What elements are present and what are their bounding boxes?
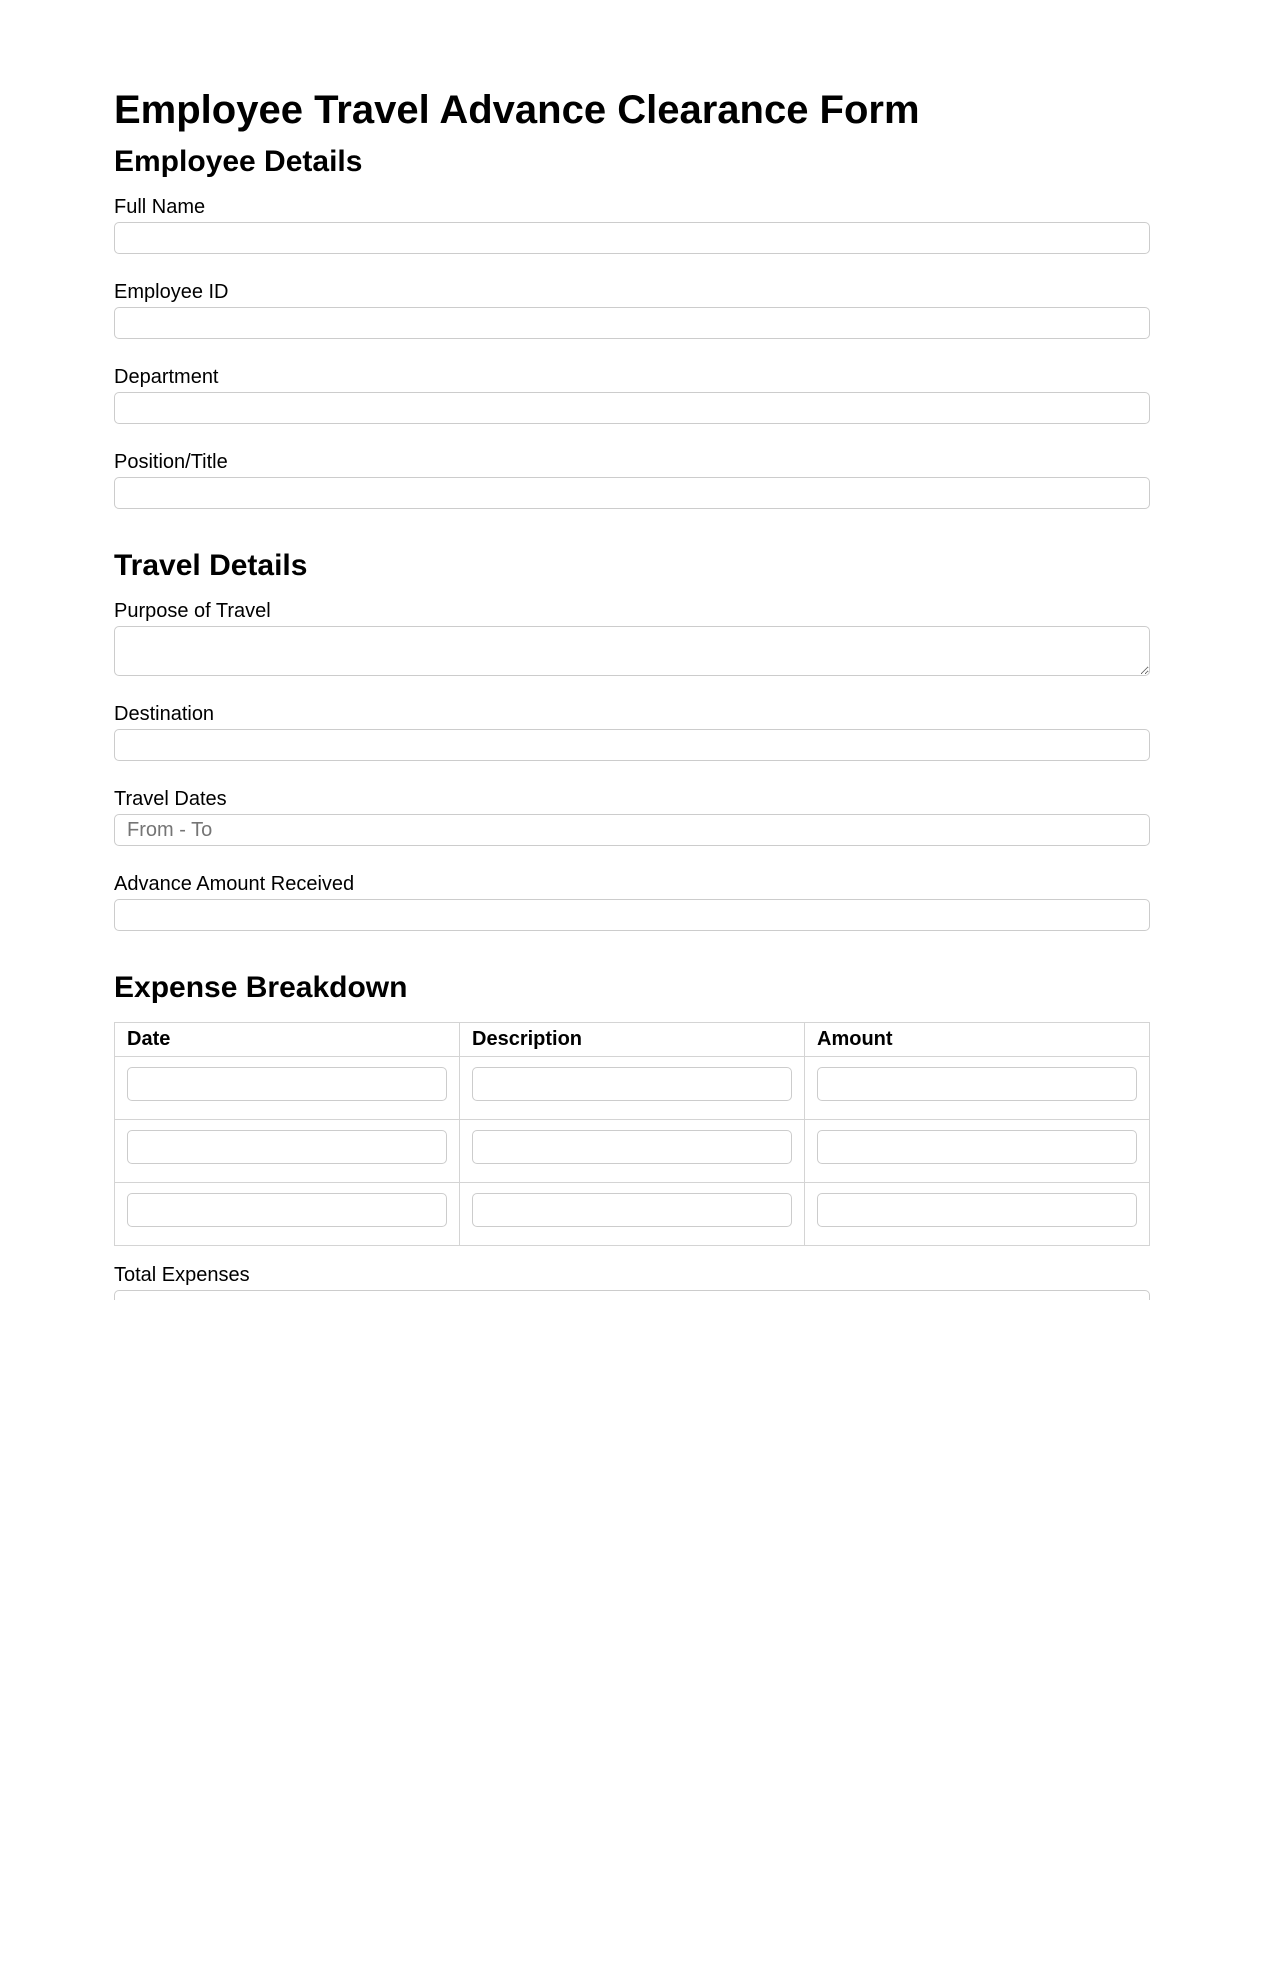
travel-details-heading: Travel Details — [114, 549, 308, 582]
expense-cell-date — [115, 1120, 460, 1183]
expense-row — [115, 1120, 1150, 1183]
employee-id-field — [114, 281, 1150, 339]
department-input[interactable] — [114, 392, 1150, 424]
expense-amount-input-3[interactable] — [817, 1193, 1137, 1227]
expense-table-header-row — [115, 1023, 1150, 1057]
expense-date-input-2[interactable] — [127, 1130, 447, 1164]
expense-amount-input-2[interactable] — [817, 1130, 1137, 1164]
employee-details-heading: Employee Details — [114, 145, 363, 178]
department-label: Department — [114, 366, 219, 388]
travel-dates-label: Travel Dates — [114, 788, 227, 810]
expense-date-input-1[interactable] — [127, 1067, 447, 1101]
expense-table — [114, 1022, 1150, 1246]
department-field — [114, 366, 1150, 424]
section-expense-breakdown — [114, 970, 1150, 1300]
expense-column-header-description: Description — [460, 1023, 805, 1057]
expense-date-input-3[interactable] — [127, 1193, 447, 1227]
position-title-label: Position/Title — [114, 451, 228, 473]
expense-row — [115, 1183, 1150, 1246]
form-page — [114, 0, 1150, 1300]
purpose-of-travel-textarea[interactable] — [114, 626, 1150, 676]
purpose-of-travel-label: Purpose of Travel — [114, 600, 271, 622]
position-title-input[interactable] — [114, 477, 1150, 509]
expense-amount-input-1[interactable] — [817, 1067, 1137, 1101]
travel-dates-field — [114, 788, 1150, 846]
purpose-of-travel-field — [114, 600, 1150, 676]
expense-cell-date — [115, 1057, 460, 1120]
employee-id-input[interactable] — [114, 307, 1150, 339]
expense-cell-amount — [805, 1057, 1150, 1120]
expense-column-header-amount: Amount — [805, 1023, 1150, 1057]
travel-dates-input[interactable] — [114, 814, 1150, 846]
advance-amount-field — [114, 873, 1150, 931]
expense-description-input-3[interactable] — [472, 1193, 792, 1227]
expense-column-header-date: Date — [115, 1023, 460, 1057]
destination-field — [114, 703, 1150, 761]
advance-amount-label: Advance Amount Received — [114, 873, 355, 895]
page-title: Employee Travel Advance Clearance Form — [114, 88, 920, 132]
expense-row — [115, 1057, 1150, 1120]
expense-cell-amount — [805, 1183, 1150, 1246]
total-expenses-input[interactable] — [114, 1290, 1150, 1300]
expense-cell-description — [460, 1183, 805, 1246]
total-expenses-label: Total Expenses — [114, 1264, 250, 1286]
expense-cell-description — [460, 1120, 805, 1183]
position-title-field — [114, 451, 1150, 509]
full-name-field — [114, 196, 1150, 254]
expense-breakdown-heading: Expense Breakdown — [114, 971, 408, 1004]
expense-cell-date — [115, 1183, 460, 1246]
employee-id-label: Employee ID — [114, 281, 229, 303]
destination-label: Destination — [114, 703, 215, 725]
section-employee-details — [114, 144, 1150, 509]
full-name-input[interactable] — [114, 222, 1150, 254]
expense-cell-amount — [805, 1120, 1150, 1183]
expense-description-input-2[interactable] — [472, 1130, 792, 1164]
expense-description-input-1[interactable] — [472, 1067, 792, 1101]
advance-amount-input[interactable] — [114, 899, 1150, 931]
destination-input[interactable] — [114, 729, 1150, 761]
section-travel-details — [114, 548, 1150, 931]
expense-cell-description — [460, 1057, 805, 1120]
total-expenses-field — [114, 1264, 1150, 1300]
full-name-label: Full Name — [114, 196, 206, 218]
